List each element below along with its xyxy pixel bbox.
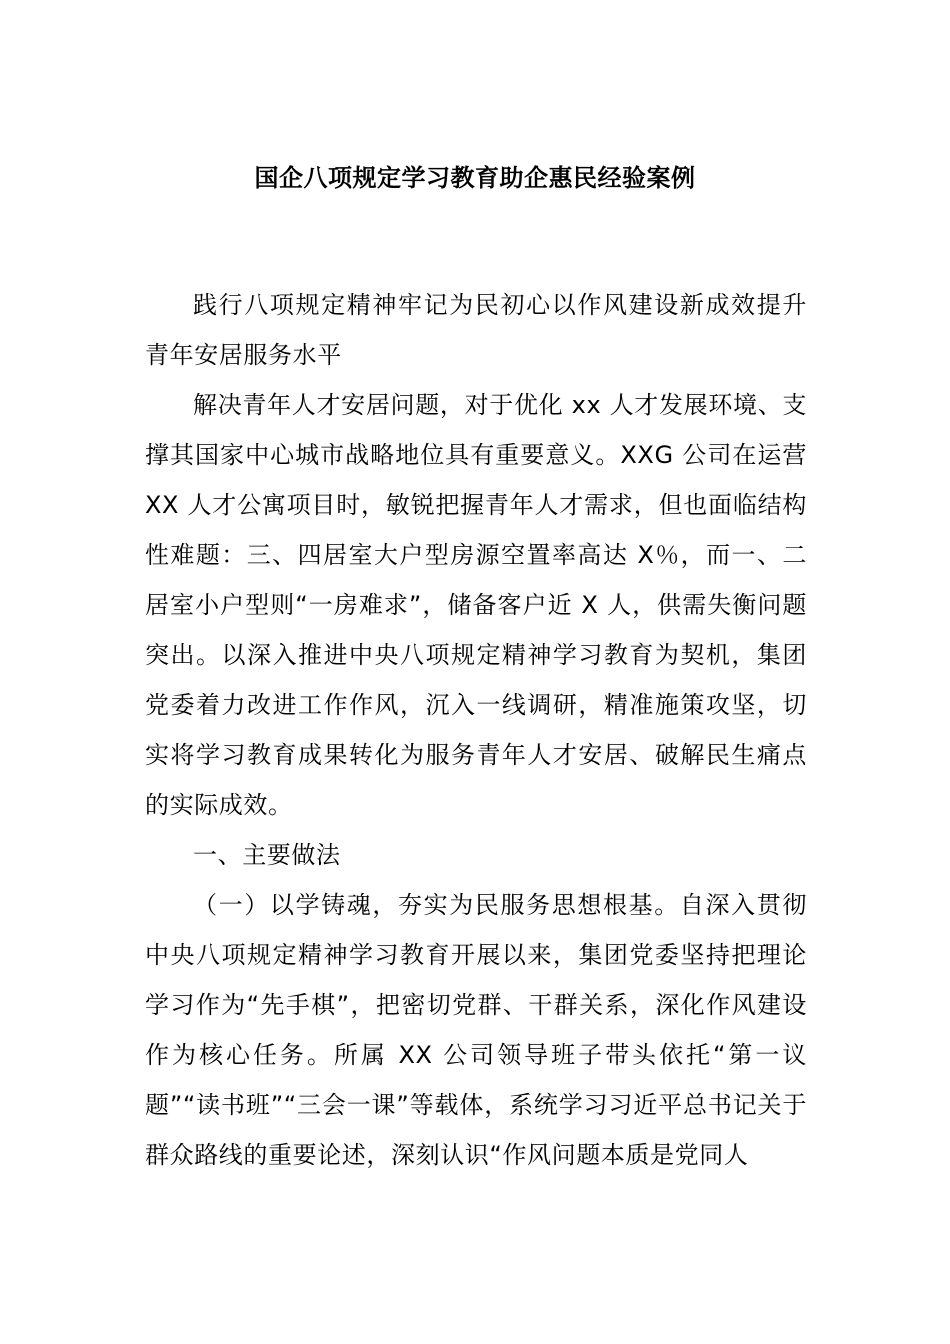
intro-paragraph: 解决青年人才安居问题，对于优化 xx 人才发展环境、支撑其国家中心城市战略地位具有重要意义。XXG 公司在运营 XX 人才公寓项目时，敏锐把握青年人才需求，但也面临结构性难题：三、四居室大户型房源空置率高达 X％，而一、二居室小户型则“一房难求”，储备客户近 X 人，供需失衡问题突出。以深入推进中央八项规定精神学习教育为契机，集团党委着力改进工作作风，沉入一线调研，精准施策攻坚，切实将学习教育成果转化为服务青年人才安居、破解民生痛点的实际成效。 — [145, 391, 807, 819]
section-heading: 一、主要做法 — [193, 841, 341, 869]
subtitle-paragraph: 践行八项规定精神牢记为民初心以作风建设新成效提升青年安居服务水平 — [145, 291, 807, 369]
subsection-paragraph: （一）以学铸魂，夯实为民服务思想根基。自深入贯彻中央八项规定精神学习教育开展以来，集团党委坚持把理论学习作为“先手棋”，把密切党群、干群关系，深化作风建设作为核心任务。所属 XX 公司领导班子带头依托“第一议题”“读书班”“三会一课”等载体，系统学习习近平总书记关于群众路线的重要论述，深刻认识“作风问题本质是党同人 — [145, 891, 807, 1169]
document-body — [145, 280, 807, 1180]
document-title: 国企八项规定学习教育助企惠民经验案例 — [254, 164, 696, 192]
